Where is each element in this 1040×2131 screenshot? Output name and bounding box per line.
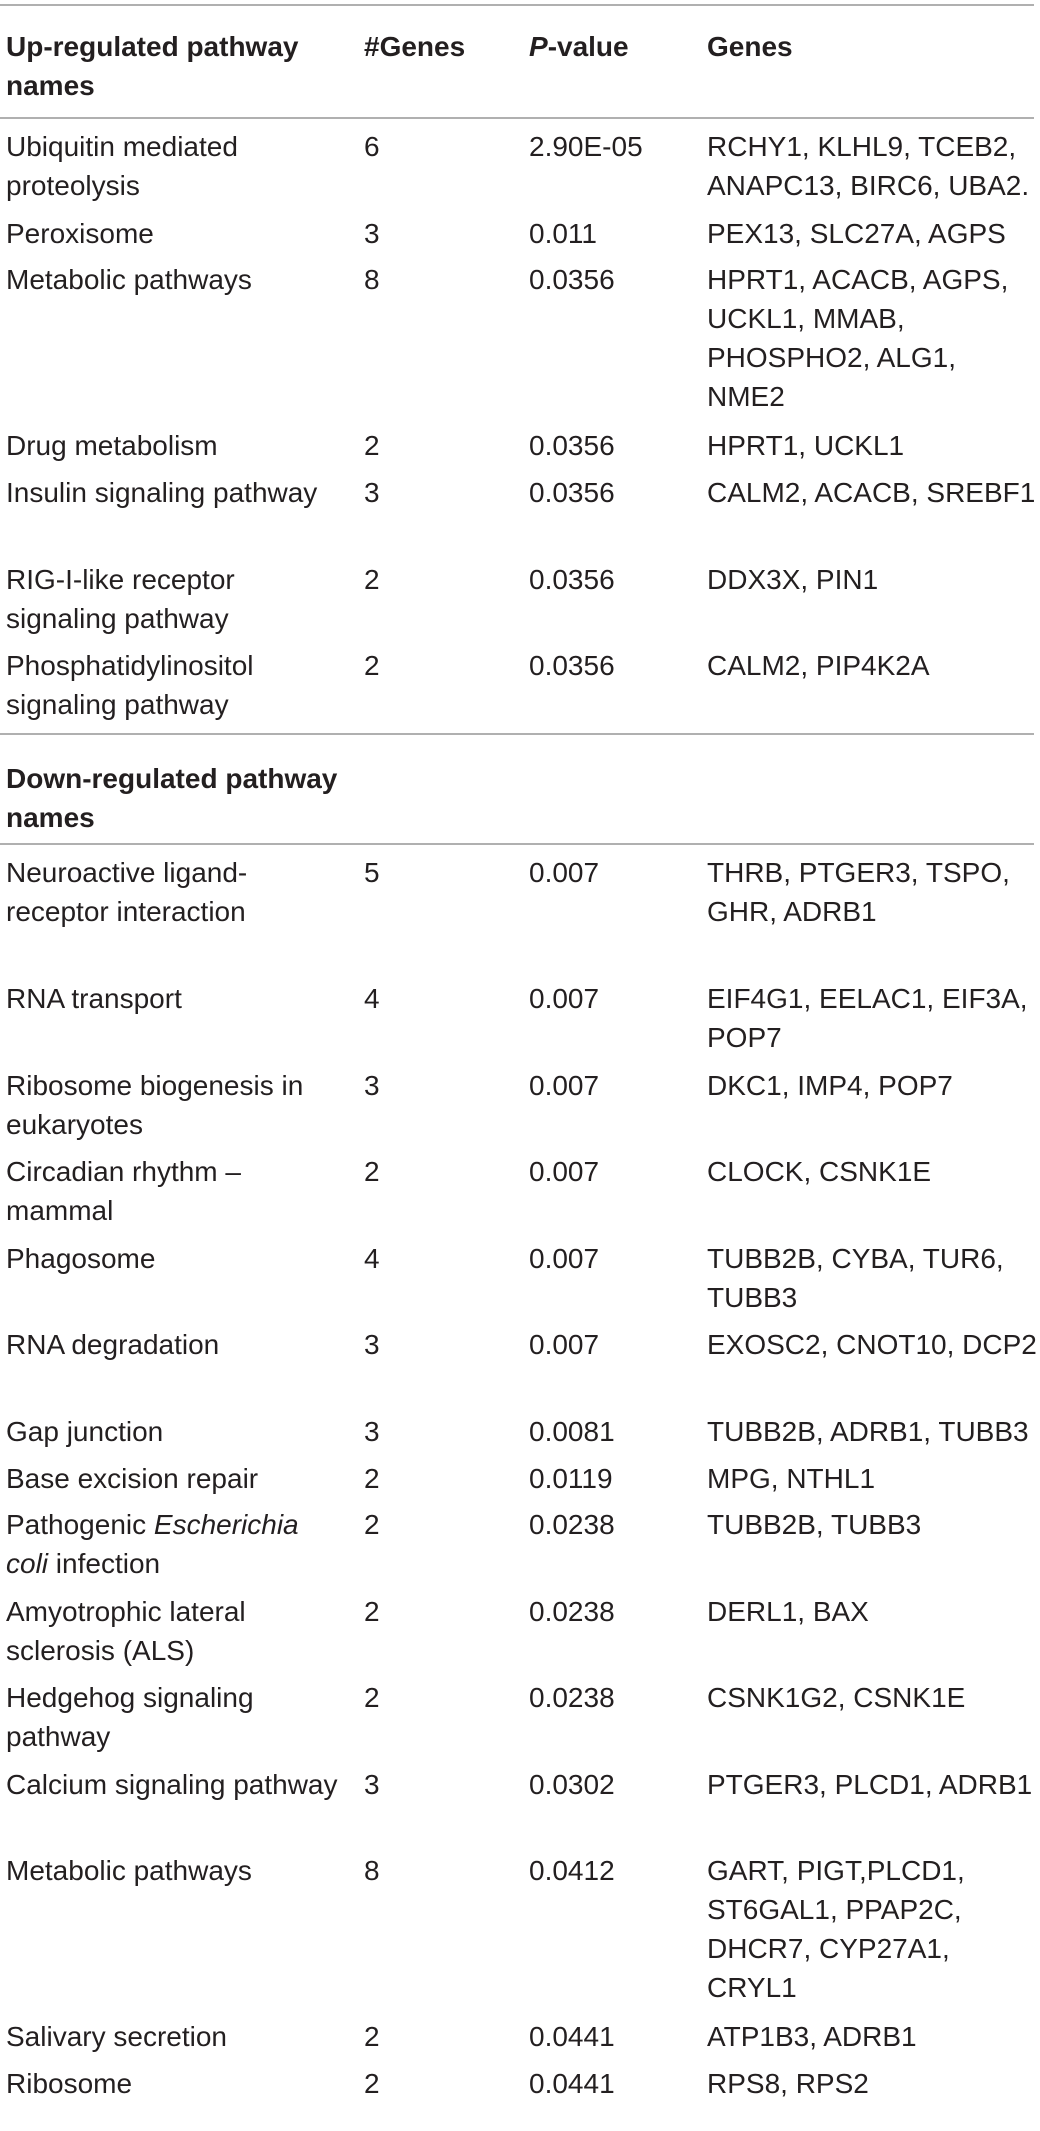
gene-count: 2 [364,1682,380,1713]
species-name-genus: Escherichia [153,1509,299,1540]
gene-count: 2 [364,1509,380,1540]
table-row [0,1459,1034,1505]
pathway-table [0,4,1037,2108]
gene-list: MPG, NTHL1 [707,1463,876,1494]
table-row [0,1592,1034,1678]
gene-list: DERL1, BAX [707,1596,869,1627]
gene-count: 2 [364,1156,380,1187]
table-row [0,1765,1034,1851]
gene-count: 3 [364,477,380,508]
pathway-name: Amyotrophic lateral sclerosis (ALS) [6,1596,246,1666]
table-row [0,2064,1034,2108]
pathway-name [6,1505,346,1583]
table-row [0,1505,1034,1592]
header-pathway-names: Up-regulated pathway names [6,31,299,101]
pathway-name: Phagosome [6,1243,156,1274]
p-value: 0.0356 [529,477,615,508]
table-row [0,853,1034,979]
p-value: 0.0119 [529,1463,613,1494]
p-value: 0.0238 [529,1509,615,1540]
p-value: 0.0081 [529,1416,615,1447]
table-row [0,1325,1037,1412]
gene-list: CALM2, PIP4K2A [707,650,930,681]
table-header [0,6,1034,117]
header-pvalue-italic: P [529,31,548,62]
header-pvalue [529,27,689,66]
pathway-name: Ribosome [6,2068,133,2099]
p-value: 0.0356 [529,430,615,461]
gene-list: PTGER3, PLCD1, ADRB1 [707,1769,1033,1800]
p-value: 2.90E-05 [529,131,643,162]
pathway-name: Base excision repair [6,1463,259,1494]
gene-list: HPRT1, ACACB, AGPS, UCKL1, MMAB, PHOSPHO2, ALG1, NME2 [707,264,1009,412]
gene-count: 2 [364,1596,380,1627]
gene-list: DDX3X, PIN1 [707,564,879,595]
pathway-name: Ubiquitin mediated proteolysis [6,131,238,201]
pathway-name: Calcium signaling pathway [6,1769,338,1800]
pathway-name: Salivary secretion [6,2021,227,2052]
gene-list: CSNK1G2, CSNK1E [707,1682,966,1713]
header-pvalue-rest: -value [547,31,629,62]
gene-list: TUBB2B, TUBB3 [707,1509,922,1540]
table-row [0,646,1034,733]
gene-list: HPRT1, UCKL1 [707,430,905,461]
gene-list: CALM2, ACACB, SREBF1 [707,477,1036,508]
pathway-name: Insulin signaling pathway [6,477,318,508]
table-row [0,1851,1034,2017]
gene-count: 2 [364,430,380,461]
gene-count: 3 [364,1769,380,1800]
gene-count: 8 [364,1855,380,1886]
pathway-name: Metabolic pathways [6,264,252,295]
p-value: 0.007 [529,983,600,1014]
gene-list: ATP1B3, ADRB1 [707,2021,917,2052]
gene-count: 8 [364,264,380,295]
gene-count: 4 [364,983,380,1014]
pathway-name: Phosphatidylinositol signaling pathway [6,650,254,720]
gene-list: GART, PIGT,PLCD1, ST6GAL1, PPAP2C, DHCR7, CYP27A1, CRYL1 [707,1855,965,2003]
p-value: 0.0412 [529,1855,615,1886]
table-row [0,127,1034,214]
p-value: 0.0441 [529,2021,615,2052]
p-value: 0.007 [529,1243,600,1274]
pathway-name-prefix: Pathogenic [6,1509,154,1540]
down-section-header [0,735,1034,843]
gene-count: 2 [364,1463,380,1494]
pathway-name: Neuroactive ligand-receptor interaction [6,857,248,927]
p-value: 0.0441 [529,2068,615,2099]
down-section-title: Down-regulated pathway names [6,763,338,833]
gene-count: 2 [364,650,380,681]
gene-list: THRB, PTGER3, TSPO, GHR, ADRB1 [707,857,1010,927]
header-gene-count: #Genes [364,31,466,62]
p-value: 0.007 [529,1329,600,1360]
gene-list: EIF4G1, EELAC1, EIF3A, POP7 [707,983,1028,1053]
pathway-name-suffix: infection [48,1548,161,1579]
gene-list: CLOCK, CSNK1E [707,1156,932,1187]
pathway-name: RNA degradation [6,1329,220,1360]
table-row [0,260,1034,426]
gene-list: PEX13, SLC27A, AGPS [707,218,1006,249]
pathway-name: Metabolic pathways [6,1855,252,1886]
table-row [0,1066,1034,1152]
gene-list: TUBB2B, CYBA, TUR6, TUBB3 [707,1243,1004,1313]
table-row [0,426,1034,473]
gene-count: 3 [364,1416,380,1447]
pathway-name: Ribosome biogenesis in eukaryotes [6,1070,304,1140]
pathway-name: RIG-I-like receptor signaling pathway [6,564,235,634]
down-section-rule [0,843,1034,845]
gene-count: 3 [364,1329,380,1360]
gene-list: EXOSC2, CNOT10, DCP2 [707,1329,1037,1360]
pathway-name: Circadian rhythm – mammal [6,1156,241,1226]
gene-list: DKC1, IMP4, POP7 [707,1070,953,1101]
gene-count: 2 [364,2068,380,2099]
gene-count: 4 [364,1243,380,1274]
p-value: 0.011 [529,218,597,249]
table-row [0,214,1034,260]
species-name-epithet: coli [6,1548,49,1579]
header-genes: Genes [707,31,793,62]
p-value: 0.0302 [529,1769,615,1800]
table-row [0,1239,1034,1325]
header-rule [0,117,1034,119]
gene-list: RCHY1, KLHL9, TCEB2, ANAPC13, BIRC6, UBA2. [707,131,1030,201]
p-value: 0.007 [529,1070,600,1101]
p-value: 0.0356 [529,650,615,681]
gene-count: 5 [364,857,380,888]
pathway-name: Hedgehog signaling pathway [6,1682,254,1752]
pathway-name: Gap junction [6,1416,164,1447]
gene-list: TUBB2B, ADRB1, TUBB3 [707,1416,1029,1447]
p-value: 0.007 [529,857,600,888]
gene-count: 3 [364,1070,380,1101]
table-row [0,2017,1034,2064]
table-row [0,1678,1034,1765]
p-value: 0.0356 [529,264,615,295]
gene-count: 2 [364,564,380,595]
p-value: 0.0356 [529,564,615,595]
gene-list: RPS8, RPS2 [707,2068,869,2099]
table-row [0,473,1034,560]
p-value: 0.0238 [529,1596,615,1627]
pathway-name: RNA transport [6,983,182,1014]
gene-count: 3 [364,218,380,249]
pathway-name: Drug metabolism [6,430,218,461]
p-value: 0.007 [529,1156,600,1187]
table-row [0,979,1034,1066]
table-row [0,1412,1034,1459]
gene-count: 6 [364,131,380,162]
pathway-name: Peroxisome [6,218,154,249]
table-row [0,560,1034,646]
p-value: 0.0238 [529,1682,615,1713]
gene-count: 2 [364,2021,380,2052]
table-row [0,1152,1034,1239]
